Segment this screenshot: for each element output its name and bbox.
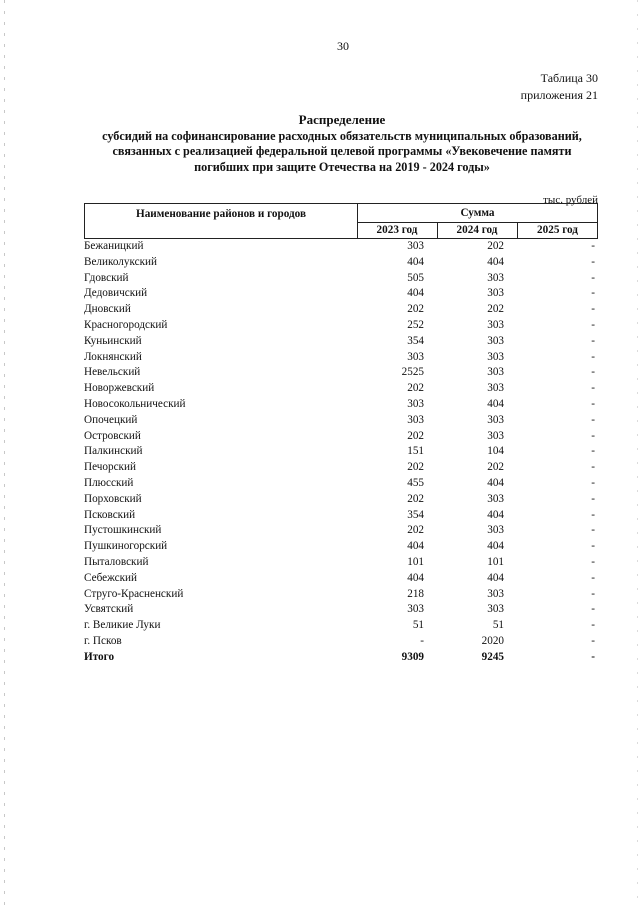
- value-2023: 151: [407, 445, 424, 458]
- value-2024: 303: [487, 366, 504, 379]
- value-2023: 455: [407, 476, 424, 489]
- value-2023: 354: [407, 508, 424, 521]
- value-2024: 2020: [481, 634, 504, 647]
- district-name: Невельский: [84, 366, 141, 379]
- value-2024: 404: [487, 508, 504, 521]
- table-reference: [521, 70, 598, 104]
- scan-edge-right: [637, 0, 638, 905]
- header-name-column: Наименование районов и городов: [85, 204, 358, 238]
- value-2025: -: [591, 318, 595, 331]
- appendix-label: приложения 21: [520, 88, 598, 102]
- table-row: [84, 618, 598, 634]
- district-name: г. Великие Луки: [84, 619, 161, 632]
- value-2025: -: [591, 603, 595, 616]
- table-row: [84, 334, 598, 350]
- district-name: Усвятский: [84, 603, 134, 616]
- value-2025: -: [591, 524, 595, 537]
- value-2025: -: [591, 287, 595, 300]
- table-row: [84, 397, 598, 413]
- table-row: [84, 476, 598, 492]
- district-name: Плюсский: [84, 476, 134, 489]
- value-2024: 303: [487, 492, 504, 505]
- total-row: [84, 650, 598, 666]
- district-name: Куньинский: [84, 334, 142, 347]
- value-2025: -: [591, 634, 595, 647]
- table-body: [84, 239, 598, 650]
- table-row: [84, 302, 598, 318]
- value-2025: -: [591, 476, 595, 489]
- total-2025: -: [591, 650, 595, 663]
- table-row: [84, 318, 598, 334]
- value-2025: -: [591, 429, 595, 442]
- table-row: [84, 571, 598, 587]
- table-row: [84, 381, 598, 397]
- district-name: Струго-Красненский: [84, 587, 184, 600]
- district-name: Печорский: [84, 461, 136, 474]
- value-2025: -: [591, 508, 595, 521]
- value-2023: 354: [407, 334, 424, 347]
- value-2024: 303: [487, 524, 504, 537]
- district-name: Опочецкий: [84, 413, 138, 426]
- district-name: Палкинский: [84, 445, 143, 458]
- value-2023: 303: [407, 397, 424, 410]
- value-2025: -: [591, 555, 595, 568]
- value-2025: -: [591, 271, 595, 284]
- subsidy-table: [84, 203, 598, 666]
- value-2024: 303: [487, 382, 504, 395]
- header-year-2024: 2024 год: [437, 222, 518, 238]
- document-heading: [72, 112, 612, 175]
- table-row: [84, 555, 598, 571]
- value-2023: 404: [407, 571, 424, 584]
- value-2025: -: [591, 492, 595, 505]
- district-name: Новосокольнический: [84, 397, 186, 410]
- table-row: [84, 286, 598, 302]
- district-name: Пушкиногорский: [84, 540, 168, 553]
- value-2023: 2525: [401, 366, 424, 379]
- value-2024: 303: [487, 271, 504, 284]
- header-sum-column: Сумма: [357, 204, 598, 223]
- value-2023: 404: [407, 540, 424, 553]
- table-row: [84, 413, 598, 429]
- district-name: Псковский: [84, 508, 136, 521]
- value-2023: 404: [407, 255, 424, 268]
- value-2023: 202: [407, 429, 424, 442]
- total-2023: 9309: [401, 650, 424, 663]
- table-row: [84, 255, 598, 271]
- value-2025: -: [591, 461, 595, 474]
- value-2023: 202: [407, 524, 424, 537]
- value-2025: -: [591, 571, 595, 584]
- value-2024: 104: [487, 445, 504, 458]
- value-2025: -: [591, 366, 595, 379]
- document-title: Распределение: [298, 112, 386, 127]
- value-2023: 101: [407, 555, 424, 568]
- value-2024: 303: [487, 287, 504, 300]
- district-name: Красногородский: [84, 318, 168, 331]
- table-row: [84, 539, 598, 555]
- district-name: Новоржевский: [84, 382, 155, 395]
- value-2024: 303: [487, 318, 504, 331]
- value-2024: 101: [487, 555, 504, 568]
- header-year-2025: 2025 год: [537, 224, 578, 236]
- subtitle-line: погибших при защите Отечества на 2019 - 2024 годы»: [194, 159, 490, 174]
- district-name: Пыталовский: [84, 555, 149, 568]
- subtitle-line: субсидий на софинансирование расходных обязательств муниципальных образований,: [102, 128, 582, 143]
- table-row: [84, 587, 598, 603]
- value-2023: 202: [407, 492, 424, 505]
- value-2023: 252: [407, 318, 424, 331]
- table-row: [84, 429, 598, 445]
- table-row: [84, 492, 598, 508]
- page-number: 30: [337, 39, 349, 53]
- value-2024: 404: [487, 571, 504, 584]
- table-row: [84, 460, 598, 476]
- value-2025: -: [591, 303, 595, 316]
- value-2024: 404: [487, 397, 504, 410]
- total-label: Итого: [84, 650, 115, 663]
- district-name: Пустошкинский: [84, 524, 162, 537]
- district-name: Великолукский: [84, 255, 158, 268]
- value-2025: -: [591, 413, 595, 426]
- value-2023: 202: [407, 382, 424, 395]
- value-2023: 202: [407, 461, 424, 474]
- value-2024: 202: [487, 303, 504, 316]
- table-row: [84, 239, 598, 255]
- district-name: Себежский: [84, 571, 137, 584]
- table-row: [84, 523, 598, 539]
- district-name: Дновский: [84, 303, 131, 316]
- table-row: [84, 271, 598, 287]
- value-2023: 303: [407, 240, 424, 252]
- value-2025: -: [591, 255, 595, 268]
- value-2024: 202: [487, 461, 504, 474]
- district-name: Порховский: [84, 492, 142, 505]
- table-header: [84, 203, 598, 239]
- value-2023: 202: [407, 303, 424, 316]
- total-2024: 9245: [481, 650, 504, 663]
- subtitle-line: связанных с реализацией федеральной целевой программы «Увековечение памяти: [112, 144, 572, 158]
- table-row: [84, 508, 598, 524]
- value-2024: 404: [487, 476, 504, 489]
- table-row: [84, 602, 598, 618]
- units-label: тыс. рублей: [543, 194, 598, 206]
- value-2023: 303: [407, 413, 424, 426]
- value-2023: 303: [407, 603, 424, 616]
- value-2023: 51: [412, 619, 424, 632]
- value-2023: -: [420, 634, 424, 647]
- district-name: Островский: [84, 429, 141, 442]
- table-row: [84, 634, 598, 650]
- value-2024: 303: [487, 350, 504, 363]
- table-row: [84, 350, 598, 366]
- value-2023: 218: [407, 587, 424, 600]
- value-2024: 303: [487, 334, 504, 347]
- value-2025: -: [591, 350, 595, 363]
- value-2024: 51: [492, 619, 504, 632]
- value-2025: -: [591, 445, 595, 458]
- header-year-2023: 2023 год: [357, 222, 438, 238]
- table-row: [84, 365, 598, 381]
- value-2025: -: [591, 334, 595, 347]
- value-2024: 303: [487, 587, 504, 600]
- district-name: Дедовичский: [84, 287, 148, 300]
- district-name: г. Псков: [84, 634, 122, 647]
- value-2024: 404: [487, 540, 504, 553]
- value-2025: -: [591, 240, 595, 252]
- value-2023: 303: [407, 350, 424, 363]
- value-2023: 505: [407, 271, 424, 284]
- value-2025: -: [591, 619, 595, 632]
- value-2024: 303: [487, 429, 504, 442]
- scan-edge-left: [4, 0, 5, 905]
- district-name: Гдовский: [84, 271, 129, 284]
- value-2024: 303: [487, 603, 504, 616]
- table-row: [84, 444, 598, 460]
- district-name: Локнянский: [84, 350, 142, 363]
- value-2025: -: [591, 540, 595, 553]
- value-2023: 404: [407, 287, 424, 300]
- table-label: Таблица 30: [540, 71, 598, 85]
- value-2024: 202: [487, 240, 504, 252]
- value-2024: 404: [487, 255, 504, 268]
- value-2024: 303: [487, 413, 504, 426]
- value-2025: -: [591, 382, 595, 395]
- value-2025: -: [591, 587, 595, 600]
- district-name: Бежаницкий: [84, 240, 144, 252]
- value-2025: -: [591, 397, 595, 410]
